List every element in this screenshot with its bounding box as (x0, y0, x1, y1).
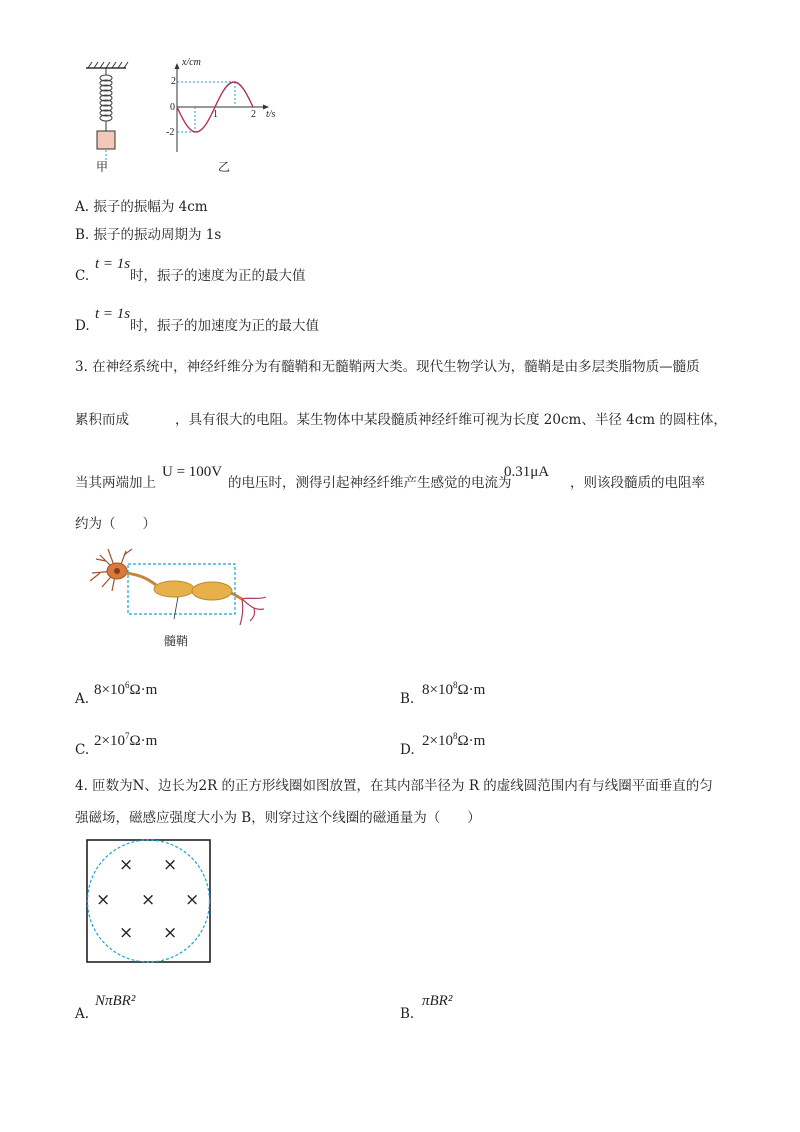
q3-option-b-coef: 8×10 (422, 682, 453, 698)
q4-option-b-letter: B. (400, 1006, 415, 1022)
q3-option-a-value (94, 681, 157, 698)
q2-option-d-math: t = 1s (95, 306, 131, 322)
xt-graph (165, 57, 285, 155)
q4-option-a-math: NπBR² (95, 993, 136, 1009)
q3-line2b: ，具有很大的电阻。某生物体中某段髓质神经纤维可视为长度 20cm、半径 4cm 的圆柱体， (175, 412, 727, 428)
q3-line4: 约为（ ） (75, 516, 156, 532)
tick-y-pos: 2 (171, 76, 176, 87)
field-mark: × (141, 890, 156, 910)
q4-option-b-math: πBR² (422, 993, 453, 1009)
q2-option-c-letter: C. (75, 268, 90, 284)
tick-x-2: 2 (251, 109, 256, 120)
neuron-figure (86, 545, 276, 630)
field-mark: × (96, 890, 111, 910)
q3-option-b-value (422, 681, 485, 698)
q2-option-c-text: 时，振子的速度为正的最大值 (130, 268, 306, 284)
graph-xlabel: t/s (266, 109, 276, 120)
q3-option-d-coef: 2×10 (422, 733, 453, 749)
q3-option-c-unit: Ω·m (129, 733, 158, 749)
q2-option-b-letter: B. (75, 227, 90, 243)
q3-option-a-letter: A. (75, 691, 90, 707)
field-mark: × (119, 923, 134, 943)
q3-option-c-coef: 2×10 (94, 733, 125, 749)
q2-option-a-text: 振子的振幅为 4cm (93, 199, 208, 215)
q3-option-d-letter: D. (400, 742, 415, 758)
field-marks (85, 838, 213, 964)
field-mark: × (163, 923, 178, 943)
q4-line1: 4. 匝数为N、边长为2R 的正方形线圈如图放置，在其内部半径为 R 的虚线圆范围内有与线圈平面垂直的匀 (75, 778, 713, 794)
caption-yi: 乙 (218, 160, 231, 174)
q2-option-a (75, 201, 208, 215)
myelin-label: 髓鞘 (164, 634, 189, 648)
q4-line2: 强磁场，磁感应强度大小为 B，则穿过这个线圈的磁通量为（ ） (75, 810, 481, 826)
tick-x-1: 1 (213, 109, 218, 120)
field-mark: × (185, 890, 200, 910)
field-mark: × (163, 855, 178, 875)
tick-y-zero: 0 (170, 102, 175, 113)
myelin-segment (192, 582, 232, 600)
q3-option-a-exp: 6 (124, 680, 130, 690)
q3-option-a-coef: 8×10 (94, 682, 125, 698)
q2-option-b-text: 振子的振动周期为 1s (93, 227, 222, 243)
q2-option-d-text: 时，振子的加速度为正的最大值 (130, 318, 319, 334)
q3-line2a: 累积而成 (75, 412, 129, 428)
q3-option-a-unit: Ω·m (129, 682, 158, 698)
tick-y-neg: -2 (166, 127, 175, 138)
q3-voltage: U = 100V (162, 464, 223, 480)
q3-option-c-letter: C. (75, 742, 90, 758)
myelin-segment (154, 581, 194, 597)
q2-option-c-math: t = 1s (95, 256, 131, 272)
spring-figure (80, 60, 140, 150)
field-mark: × (119, 855, 134, 875)
q3-current: 0.31μA (504, 464, 550, 480)
q3-option-b-exp: 8 (452, 680, 458, 690)
q3-line3b: 的电压时，测得引起神经纤维产生感觉的电流为 (228, 475, 512, 491)
caption-jia: 甲 (96, 160, 109, 174)
q3-option-d-unit: Ω·m (457, 733, 486, 749)
q2-option-a-letter: A. (75, 199, 90, 215)
q3-option-d-exp: 8 (452, 731, 458, 741)
q3-line1: 3. 在神经系统中，神经纤维分为有髓鞘和无髓鞘两大类。现代生物学认为，髓鞘是由多层类脂物质—髓质 (75, 359, 700, 375)
q2-option-b (75, 229, 221, 243)
q3-option-b-letter: B. (400, 691, 415, 707)
graph-ylabel: x/cm (182, 57, 201, 68)
q3-option-b-unit: Ω·m (457, 682, 486, 698)
q3-option-d-value (422, 732, 485, 749)
q3-line3a: 当其两端加上 (75, 475, 156, 491)
q2-option-d-letter: D. (75, 318, 90, 334)
q3-option-c-exp: 7 (124, 731, 130, 741)
q3-option-c-value (94, 732, 157, 749)
q3-line3c: ，则该段髓质的电阻率 (570, 475, 705, 491)
q4-option-a-letter: A. (75, 1006, 90, 1022)
